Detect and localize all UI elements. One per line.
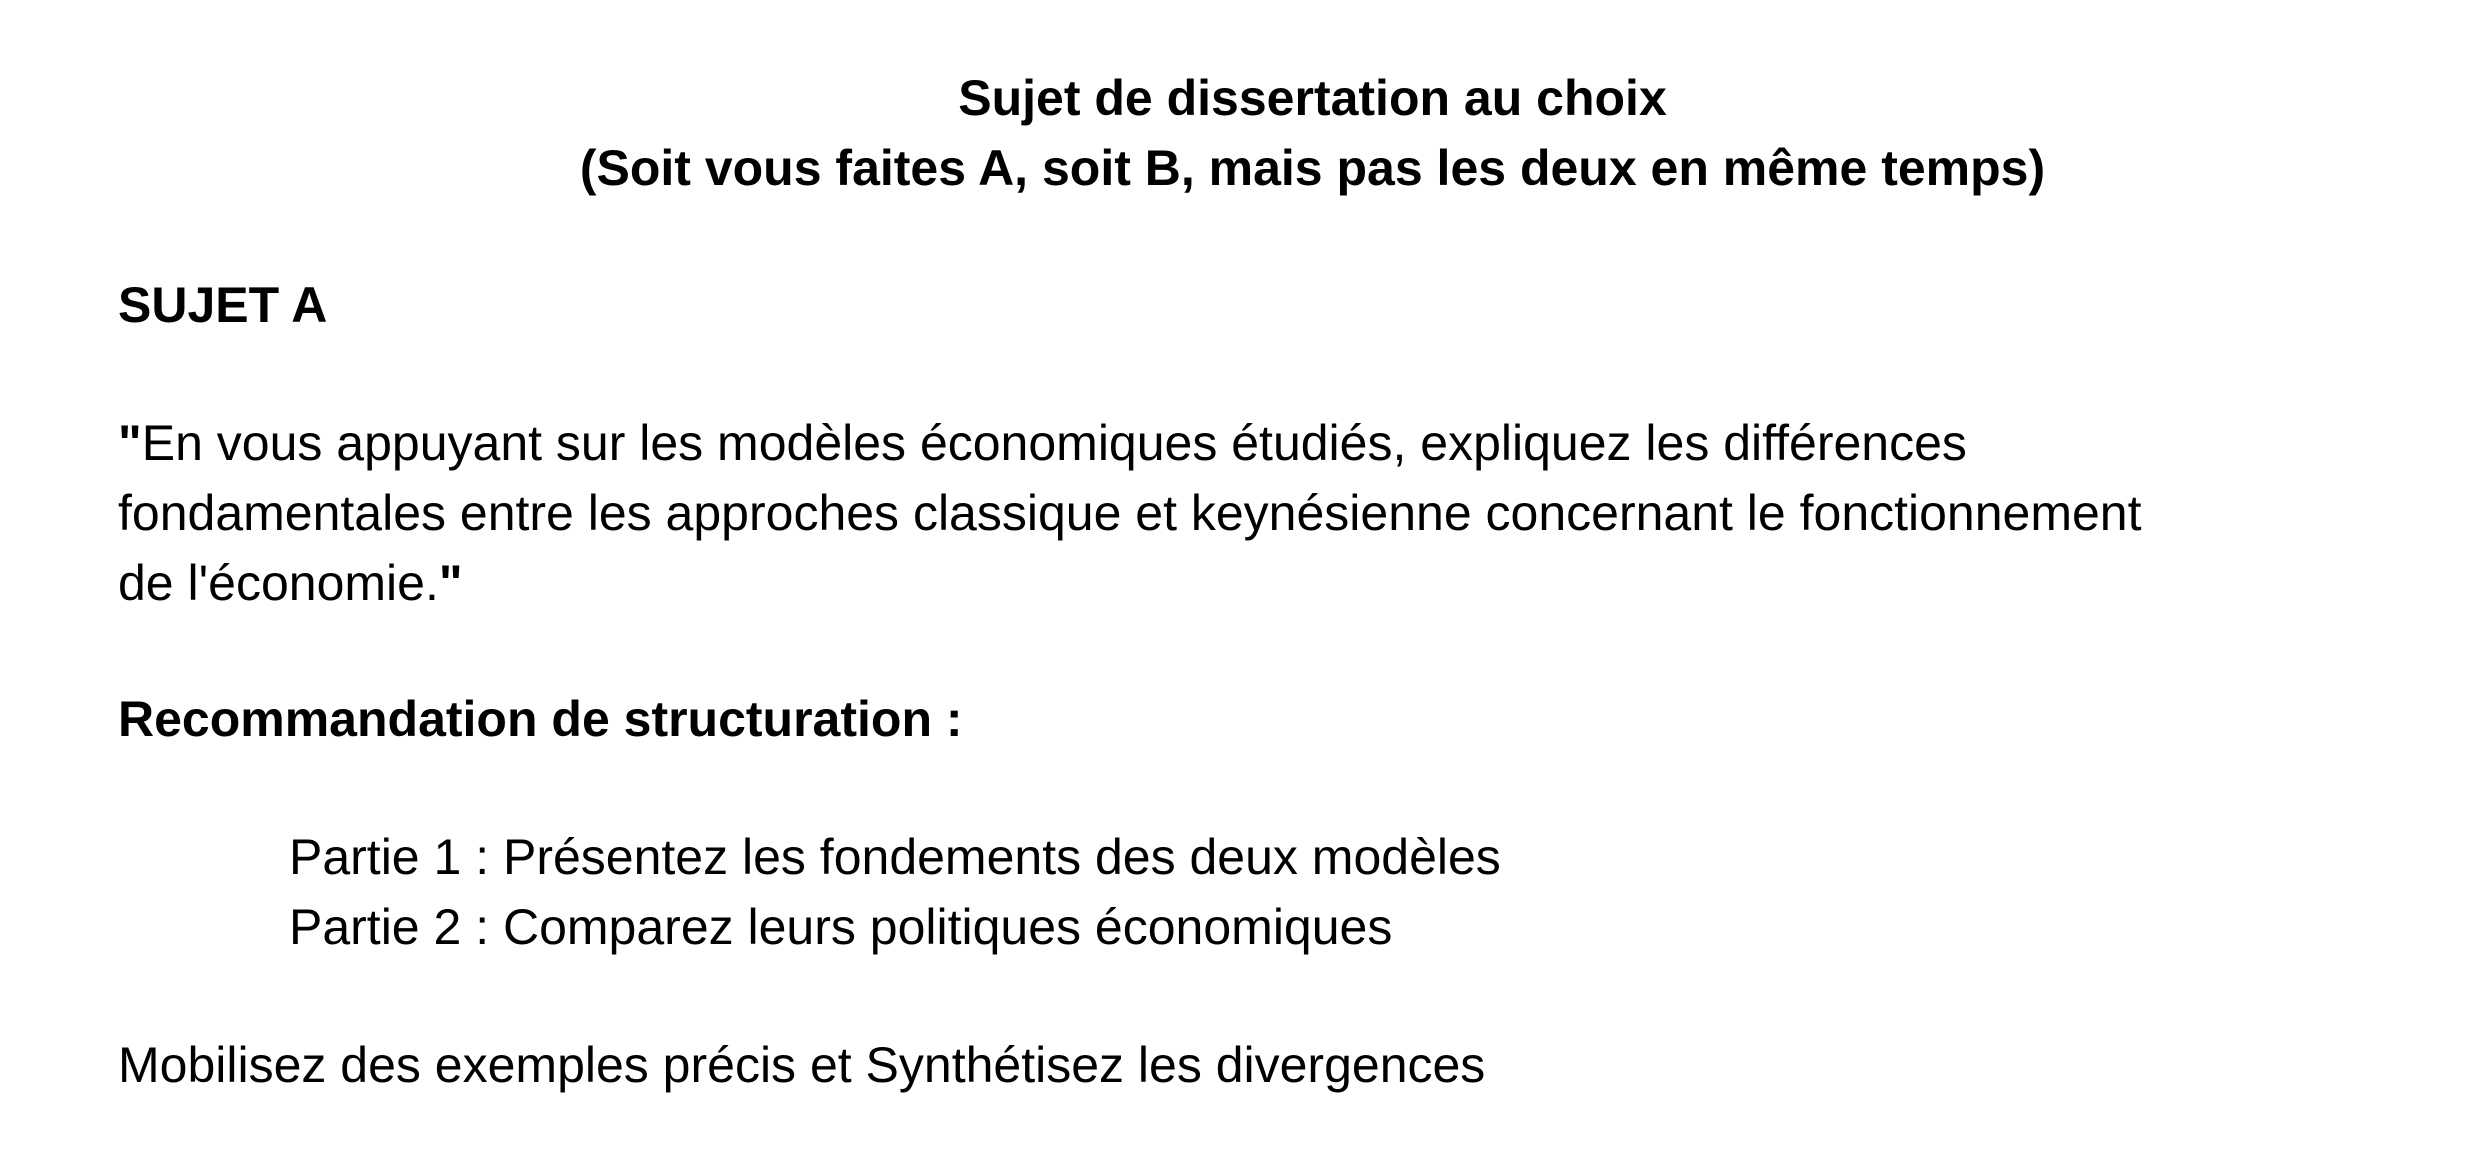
structure-parts-list [289, 822, 1501, 962]
prompt-line-3-text: de l'économie. [118, 555, 439, 611]
prompt-line-1-text: En vous appuyant sur les modèles économiques étudiés, expliquez les différences [141, 415, 1967, 471]
subject-a-prompt [118, 408, 2338, 618]
list-item: Partie 1 : Présentez les fondements des deux modèles [289, 829, 1501, 885]
quote-close: " [438, 555, 463, 611]
page-subtitle: (Soit vous faites A, soit B, mais pas les deux en même temps) [579, 140, 2046, 196]
page-title: Sujet de dissertation au choix [958, 70, 1667, 126]
list-item: Partie 2 : Comparez leurs politiques économiques [289, 899, 1393, 955]
prompt-line-1 [118, 408, 2338, 478]
closing-instruction: Mobilisez des exemples précis et Synthétisez les divergences [118, 1037, 1486, 1093]
structure-heading: Recommandation de structuration : [118, 691, 963, 747]
quote-open: " [118, 415, 142, 471]
subject-a-heading: SUJET A [118, 277, 328, 333]
prompt-line-3 [118, 548, 2338, 618]
prompt-line-2: fondamentales entre les approches classique et keynésienne concernant le fonctionnement [118, 485, 2142, 541]
